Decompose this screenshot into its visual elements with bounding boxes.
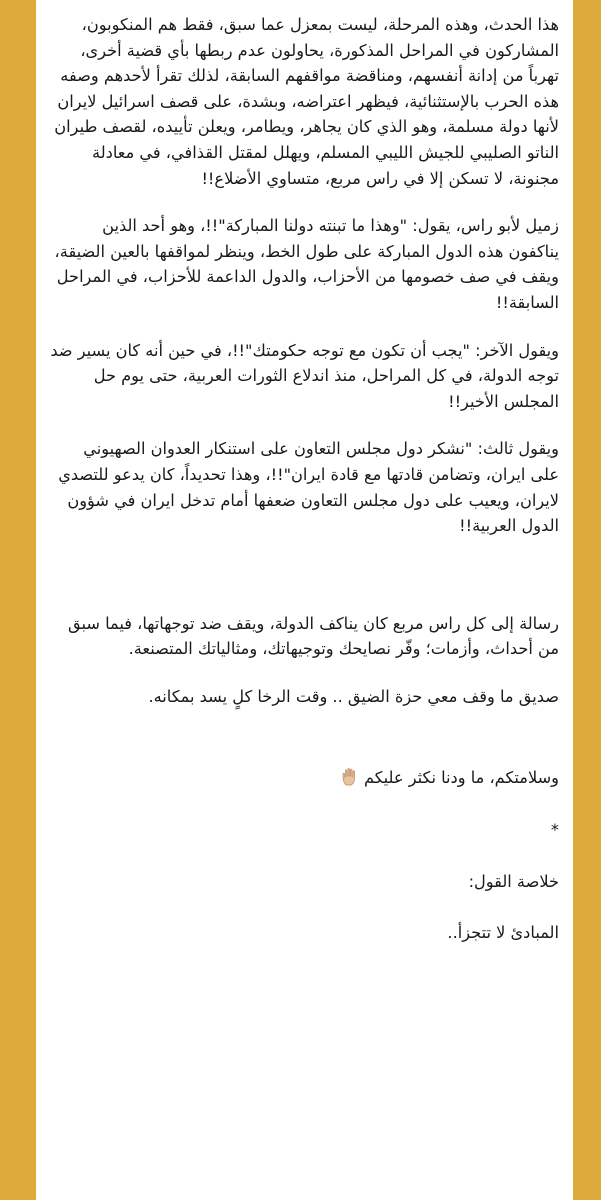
paragraph-1: هذا الحدث، وهذه المرحلة، ليست بمعزل عما سبق، فقط هم المنكوبون، المشاركون في المراحل المذكورة، يحاولون عدم ربطها بأي قضية أخرى، تهرباً من إدانة أنفسهم، ومناقضة مواقفهم السابقة، لذلك تقرأ لأحدهم وصفه هذه الحرب بالإستثنائية، فيظهر اعتراضه، وبشدة، على قصف اسرائيل لايران لأنها دولة مسلمة، وهو الذي كان يجاهر، ويطامر، ويعلن تأييده، لقصف طيران الناتو الصليبي للجيش الليبي المسلم، ويهلل لمقتل القذافي، في معادلة مجنونة، لا تسكن إلا في راس مربع، متساوي الأضلاع!! xyxy=(54,15,559,188)
summary-heading: خلاصة القول: xyxy=(468,871,559,891)
paragraph-6: صديق ما وقف معي حزة الضيق .. وقت الرخا كلٍ يسد بمكانه. xyxy=(148,686,559,706)
raised-hand-icon xyxy=(340,767,360,787)
summary-text: المبادئ لا تتجزأ.. xyxy=(447,923,559,943)
separator-asterisk: * xyxy=(550,820,559,840)
document-page xyxy=(36,0,573,1200)
paragraph-4: ويقول ثالث: "نشكر دول مجلس التعاون على استنكار العدوان الصهيوني على ايران، وتضامن قادتها مع قادة ايران"!!، وهذا تحديداً، كان يدعو للتصدي لايران، ويعيب على دول مجلس التعاون ضعفها أمام تدخل ايران في شؤون الدول العربية!! xyxy=(58,439,559,536)
closing-line xyxy=(50,765,559,791)
closing-text: وسلامتكم، ما ودنا نكثر عليكم xyxy=(363,768,559,788)
paragraph-2: زميل لأبو راس، يقول: "وهذا ما تبنته دولنا المباركة"!!، وهو أحد الذين يناكفون هذه الدول المباركة على طول الخط، وينظر لمواقفها بالعين الضيقة، ويقف في صف خصومها من الأحزاب، والدول الداعمة للأحزاب، في المراحل السابقة!! xyxy=(54,216,559,312)
paragraph-5: رسالة إلى كل راس مربع كان يناكف الدولة، ويقف ضد توجهاتها، فيما سبق من أحداث، وأزمات؛ وفّر نصايحك وتوجيهاتك، ومثالياتك المتصنعة. xyxy=(67,613,559,659)
paragraph-3: ويقول الآخر: "يجب أن تكون مع توجه حكومتك"!!، في حين أنه كان يسير ضد توجه الدولة، في كل المراحل، منذ اندلاع الثورات العربية، حتى يوم حل المجلس الأخير!! xyxy=(50,340,559,411)
